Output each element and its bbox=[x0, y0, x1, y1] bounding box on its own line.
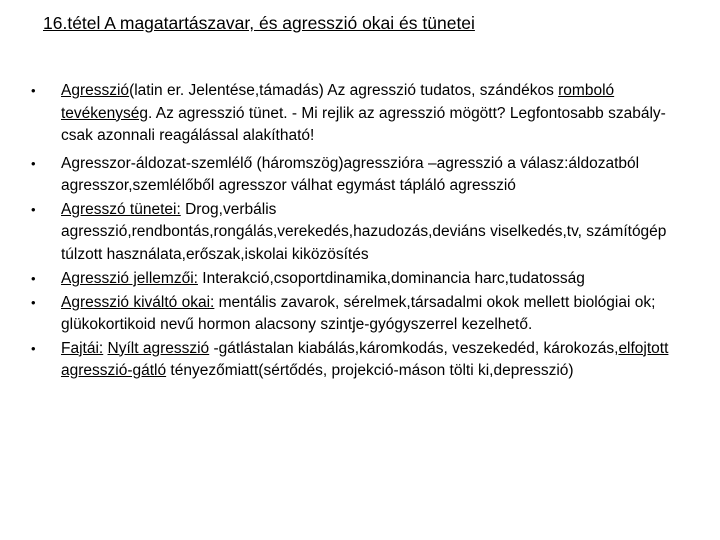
item-text: Agresszor-áldozat-szemlélő (háromszög)agresszióra –agresszió a válasz:áldozatból agresszor,szemlélőből agresszor válhat egymást tápláló agresszió bbox=[61, 154, 640, 194]
term-types: Fajtái: bbox=[61, 339, 104, 357]
term-destructive-activity: romboló tevékenység bbox=[61, 82, 615, 122]
list-item-triangle bbox=[0, 153, 720, 198]
list-item-causes bbox=[0, 292, 720, 337]
item-text: Drog,verbális agresszió,rendbontás,rongálás,verekedés,hazudozás,deviáns viselkedés,tv, számítógép túlzott használata,erőszak,iskolai kiközösítés bbox=[61, 200, 667, 263]
bullet-icon: • bbox=[31, 294, 36, 310]
bullet-icon: • bbox=[31, 83, 36, 98]
bullet-icon: • bbox=[31, 201, 36, 217]
list-item-types bbox=[0, 338, 720, 383]
term-causes: Agresszió kiváltó okai: bbox=[61, 293, 215, 311]
term-aggression: Agresszió bbox=[61, 82, 130, 99]
list-item-characteristics bbox=[0, 268, 720, 291]
bullet-icon: • bbox=[31, 155, 36, 171]
item-text: mentális zavarok, sérelmek,társadalmi okok mellett biológiai ok; glükokortikoid nevű hormon alacsony szintje-gyógyszerrel kezelhető. bbox=[61, 293, 656, 333]
item-text-tail: . Az agresszió tünet. - Mi rejlik az agresszió mögött? Legfontosabb szabály- csak azonnali reagálással alakítható! bbox=[61, 104, 666, 144]
bullet-icon: • bbox=[31, 340, 36, 356]
list-item-symptoms bbox=[0, 199, 720, 267]
term-open-aggression: Nyílt agresszió bbox=[107, 339, 210, 357]
item-text-tail-2: tényezőmiatt(sértődés, projekció-máson tölti ki,depresszió) bbox=[166, 362, 574, 379]
term-symptoms: Agresszó tünetei: bbox=[61, 200, 181, 218]
term-characteristics: Agresszió jellemzői: bbox=[61, 270, 198, 287]
item-text-tail: -gátlástalan kiabálás,káromkodás, veszekedéd, károkozás, bbox=[209, 339, 619, 357]
page-title: 16.tétel A magatartászavar, és agresszió okai és tünetei bbox=[43, 13, 475, 33]
item-text: Interakció,csoportdinamika,dominancia harc,tudatosság bbox=[197, 270, 585, 287]
term-suppressed-aggression: elfojtott agresszió-gátló bbox=[61, 339, 669, 379]
bullet-icon: • bbox=[31, 271, 36, 286]
bullet-list bbox=[0, 80, 720, 383]
item-text: (latin er. Jelentése,támadás) Az agresszió tudatos, szándékos bbox=[129, 82, 559, 99]
list-item-aggression-definition bbox=[0, 80, 720, 148]
